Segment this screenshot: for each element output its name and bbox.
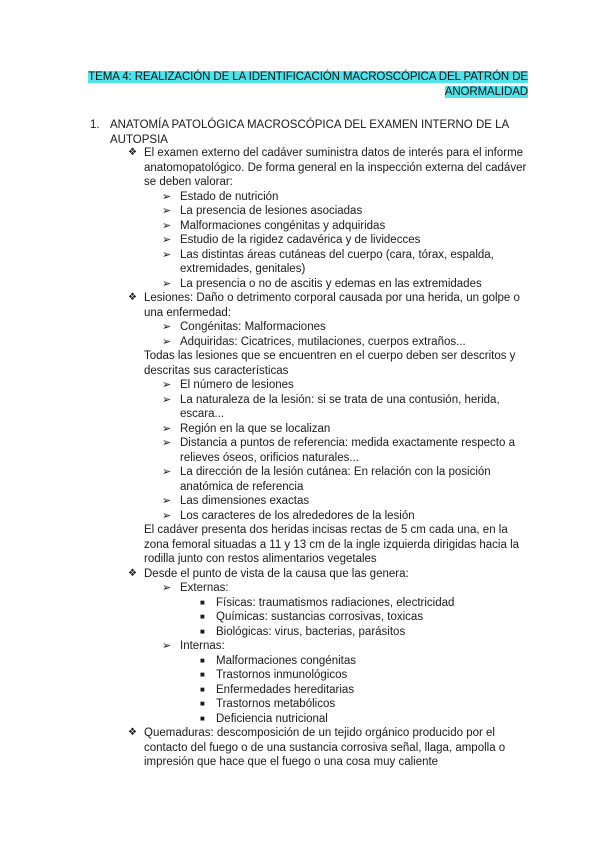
sub-list-item — [128, 625, 528, 640]
sub-list-item-text: Enfermedades hereditarias — [216, 683, 355, 696]
arrow-bullet-icon: ➢ — [162, 509, 172, 522]
section-heading — [90, 118, 520, 147]
arrow-bullet-icon: ➢ — [162, 321, 172, 333]
list-item-text: Los caracteres de los alrededores de la lesión — [180, 509, 415, 522]
section-number: 1. — [90, 119, 100, 131]
section-title: ANATOMÍA PATOLÓGICA MACROSCÓPICA DEL EXAMEN INTERNO DE LA AUTOPSIA — [110, 119, 509, 146]
square-bullet-icon: ■ — [200, 670, 205, 679]
list-item-text: Adquiridas: Cicatrices, mutilaciones, cuerpos extraños... — [180, 335, 466, 348]
sub-list-item-text: Físicas: traumatismos radiaciones, electricidad — [216, 596, 455, 609]
list-item — [128, 422, 528, 437]
bullet-quemaduras — [128, 726, 528, 770]
sub-list-item-text: Químicas: sustancias corrosivas, toxicas — [216, 611, 424, 623]
bullet-causa — [128, 567, 528, 582]
sub-list-item — [128, 610, 528, 625]
list-item — [128, 248, 528, 277]
list-item-internas — [128, 639, 528, 654]
arrow-bullet-icon: ➢ — [162, 582, 172, 594]
paragraph-ejemplo: El cadáver presenta dos heridas incisas rectas de 5 cm cada una, en la zona femoral situadas a 11 y 13 cm de la ingle izquierda dirigidas hacia la rodilla junto con restos alimentarios vegetales — [144, 524, 520, 565]
sub-list-item — [128, 654, 528, 669]
sub-list-item-text: Trastornos metabólicos — [216, 698, 336, 710]
list-item-text: La dirección de la lesión cutánea: En relación con la posición anatómica de referencia — [180, 466, 491, 493]
square-bullet-icon: ■ — [200, 713, 205, 723]
title-line-2: ANORMALIDAD — [444, 86, 528, 98]
bullet-text: Lesiones: Daño o detrimento corporal causada por una herida, un golpe o una enfermedad: — [144, 292, 520, 319]
list-item-text: La naturaleza de la lesión: si se trata de una contusión, herida, escara... — [180, 393, 500, 420]
diamond-bullet-icon: ❖ — [128, 147, 137, 158]
square-bullet-icon: ■ — [200, 626, 205, 636]
sub-list-item — [128, 668, 528, 683]
paragraph-todas: Todas las lesiones que se encuentren en el cuerpo deben ser descritos y descritas sus características — [144, 350, 516, 377]
list-item — [128, 233, 528, 248]
list-item — [128, 494, 528, 509]
bullet-text: Quemaduras: descomposición de un tejido orgánico producido por el contacto del fuego o de una sustancia corrosiva señal, llaga, ampolla o impresión que hace que el fuego o una cosa muy caliente — [144, 727, 506, 768]
arrow-bullet-icon: ➢ — [162, 495, 172, 507]
diamond-bullet-icon: ❖ — [128, 727, 137, 738]
list-item-text: Estudio de la rigidez cadavérica y de lividecces — [180, 234, 421, 246]
list-item-text: Las dimensiones exactas — [180, 495, 310, 507]
sub-list-item — [128, 596, 528, 611]
list-item — [128, 393, 528, 422]
arrow-bullet-icon: ➢ — [162, 234, 172, 246]
bullet-lesiones — [128, 291, 528, 320]
sub-list-item-text: Deficiencia nutricional — [216, 712, 328, 725]
list-item-text: La presencia de lesiones asociadas — [180, 205, 363, 217]
square-bullet-icon: ■ — [200, 612, 205, 621]
list-item-text: El número de lesiones — [180, 379, 294, 391]
arrow-bullet-icon: ➢ — [162, 379, 172, 391]
arrow-bullet-icon: ➢ — [162, 248, 172, 261]
square-bullet-icon: ■ — [200, 699, 205, 708]
arrow-bullet-icon: ➢ — [162, 190, 172, 203]
arrow-bullet-icon: ➢ — [162, 219, 172, 232]
sub-list-item-text: Trastornos inmunológicos — [216, 669, 348, 681]
square-bullet-icon: ■ — [200, 597, 205, 607]
list-item — [128, 204, 528, 219]
bullet-examen — [128, 146, 528, 190]
page-title — [88, 70, 528, 100]
square-bullet-icon: ■ — [200, 655, 205, 665]
bullet-text: El examen externo del cadáver suministra datos de interés para el informe anatomopatológico. De forma general en la inspección externa del cadáver se deben valorar: — [144, 147, 527, 188]
list-item-text: Región en la que se localizan — [180, 422, 331, 435]
list-item — [128, 436, 528, 465]
diamond-bullet-icon: ❖ — [128, 292, 137, 303]
square-bullet-icon: ■ — [200, 684, 205, 694]
arrow-bullet-icon: ➢ — [162, 335, 172, 348]
arrow-bullet-icon: ➢ — [162, 466, 172, 478]
arrow-bullet-icon: ➢ — [162, 277, 172, 290]
bullet-text: Desde el punto de vista de la causa que las genera: — [144, 567, 409, 580]
arrow-bullet-icon: ➢ — [162, 640, 172, 652]
arrow-bullet-icon: ➢ — [162, 437, 172, 449]
diamond-bullet-icon: ❖ — [128, 567, 137, 579]
title-line-1: TEMA 4: REALIZACIÓN DE LA IDENTIFICACIÓN MACROSCÓPICA DEL PATRÓN DE — [88, 71, 528, 83]
list-item-externas — [128, 581, 528, 596]
list-item — [128, 509, 528, 524]
list-item-text: Malformaciones congénitas y adquiridas — [180, 219, 386, 232]
list-item-text: Las distintas áreas cutáneas del cuerpo (cara, tórax, espalda, extremidades, genitales) — [180, 248, 494, 275]
list-item-text: La presencia o no de ascitis y edemas en las extremidades — [180, 277, 482, 290]
list-item — [128, 335, 528, 350]
sub-list-item — [128, 697, 528, 712]
list-item-text: Distancia a puntos de referencia: medida exactamente respecto a relieves óseos, orificios naturales... — [180, 437, 515, 464]
list-item — [128, 465, 528, 494]
list-item-text: Internas: — [180, 640, 225, 652]
sub-list-item — [128, 683, 528, 698]
list-item-text: Congénitas: Malformaciones — [180, 321, 326, 333]
arrow-bullet-icon: ➢ — [162, 205, 172, 217]
section-content — [128, 146, 528, 770]
list-item — [128, 378, 528, 393]
sub-list-item-text: Malformaciones congénitas — [216, 654, 356, 667]
list-item — [128, 219, 528, 234]
arrow-bullet-icon: ➢ — [162, 393, 172, 406]
sub-list-item-text: Biológicas: virus, bacterias, parásitos — [216, 625, 406, 638]
list-item — [128, 277, 528, 292]
list-item-text: Estado de nutrición — [180, 190, 279, 203]
list-item-text: Externas: — [180, 582, 229, 594]
list-item — [128, 320, 528, 335]
sub-list-item — [128, 712, 528, 727]
list-item — [128, 190, 528, 205]
arrow-bullet-icon: ➢ — [162, 422, 172, 435]
